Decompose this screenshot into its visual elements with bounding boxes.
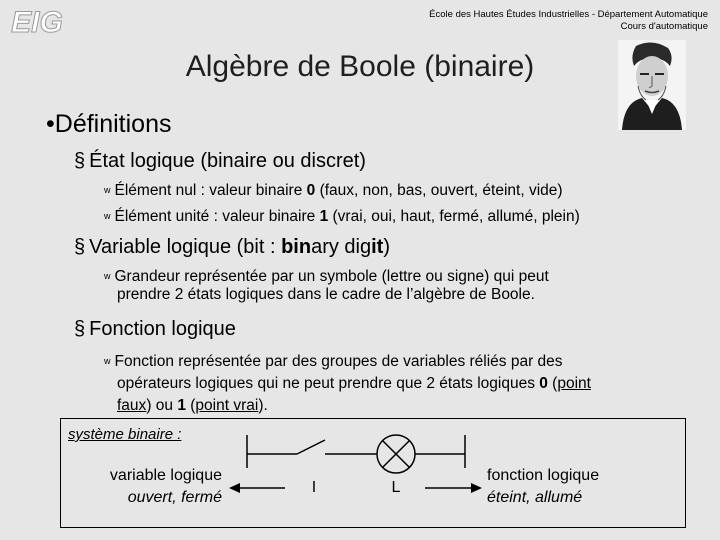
box-title: système binaire : [68,426,182,443]
institution-name: École des Hautes Études Industrielles - Département Automatique [429,9,708,20]
logo-text: EIG [11,6,63,36]
text-segment: ) [383,236,391,258]
value-zero: 0 [306,182,316,199]
text-segment: (faux, non, bas, ouvert, éteint, vide) [315,182,563,199]
section-bullet: • [46,110,55,138]
text-segment: Élément nul : valeur binaire [114,182,307,199]
right-caption-line2: éteint, allumé [487,489,583,506]
portrait-image [618,40,686,130]
subitem-element-unite [104,208,580,226]
text-line [104,395,672,417]
subitem-marker: w [104,271,111,281]
right-caption [487,465,677,509]
school-logo [8,6,66,36]
left-arrow-icon [229,483,285,493]
subitem-marker: w [104,211,111,221]
subitem-grandeur [104,268,672,304]
subitem-fonction [104,350,672,417]
left-caption-line2: ouvert, fermé [127,489,222,506]
item-marker: § [74,318,86,340]
text-segment: Élément unité : valeur binaire [114,208,320,225]
slide-title: Algèbre de Boole (binaire) [185,50,535,83]
text-bold: bin [281,236,312,258]
switch-label: I [311,479,317,496]
value-one: 1 [177,397,186,414]
text-underlined: point [557,375,591,392]
item-variable-logique [74,236,390,259]
subitem-element-nul [104,182,563,200]
text-underlined: faux [117,397,147,414]
subitem-marker: w [104,185,111,195]
value-one: 1 [319,208,329,225]
circuit-diagram [225,430,487,510]
text-segment: ary dig [311,236,372,258]
text-segment: ( [547,375,558,392]
right-caption-line1: fonction logique [487,467,600,484]
text-segment: Variable logique (bit : [89,236,282,258]
right-arrow-icon [425,483,482,493]
item-etat-logique [74,150,366,173]
text-line: Grandeur représentée par un symbole (lettre ou signe) qui peut [114,268,549,285]
left-caption-line1: variable logique [109,467,222,484]
lamp-icon [377,435,415,473]
text-segment: ) ou [146,397,178,414]
text-segment: (vrai, oui, haut, fermé, allumé, plein) [328,208,580,225]
text-line [104,373,672,395]
text-bold: it [371,236,384,258]
value-zero: 0 [539,375,548,392]
subitem-marker: w [104,356,111,366]
item-marker: § [74,236,86,258]
item-fonction-logique [74,318,236,341]
item-marker: § [74,150,86,172]
course-name: Cours d'automatique [620,21,708,32]
text-segment: ( [185,397,196,414]
item-title: État logique (binaire ou discret) [89,150,366,172]
switch-icon [297,440,325,454]
section-definitions [46,110,172,139]
text-line: Fonction représentée par des groupes de variables réliés par des [114,353,563,370]
left-caption [60,465,222,509]
lamp-label: L [391,479,401,496]
text-segment: ). [258,397,268,414]
text-line: prendre 2 états logiques dans le cadre de l’algèbre de Boole. [117,286,535,303]
item-title: Fonction logique [89,318,236,340]
text-segment: opérateurs logiques qui ne peut prendre que 2 états logiques [117,375,540,392]
section-title: Définitions [54,110,172,138]
text-underlined: point vrai [195,397,259,414]
